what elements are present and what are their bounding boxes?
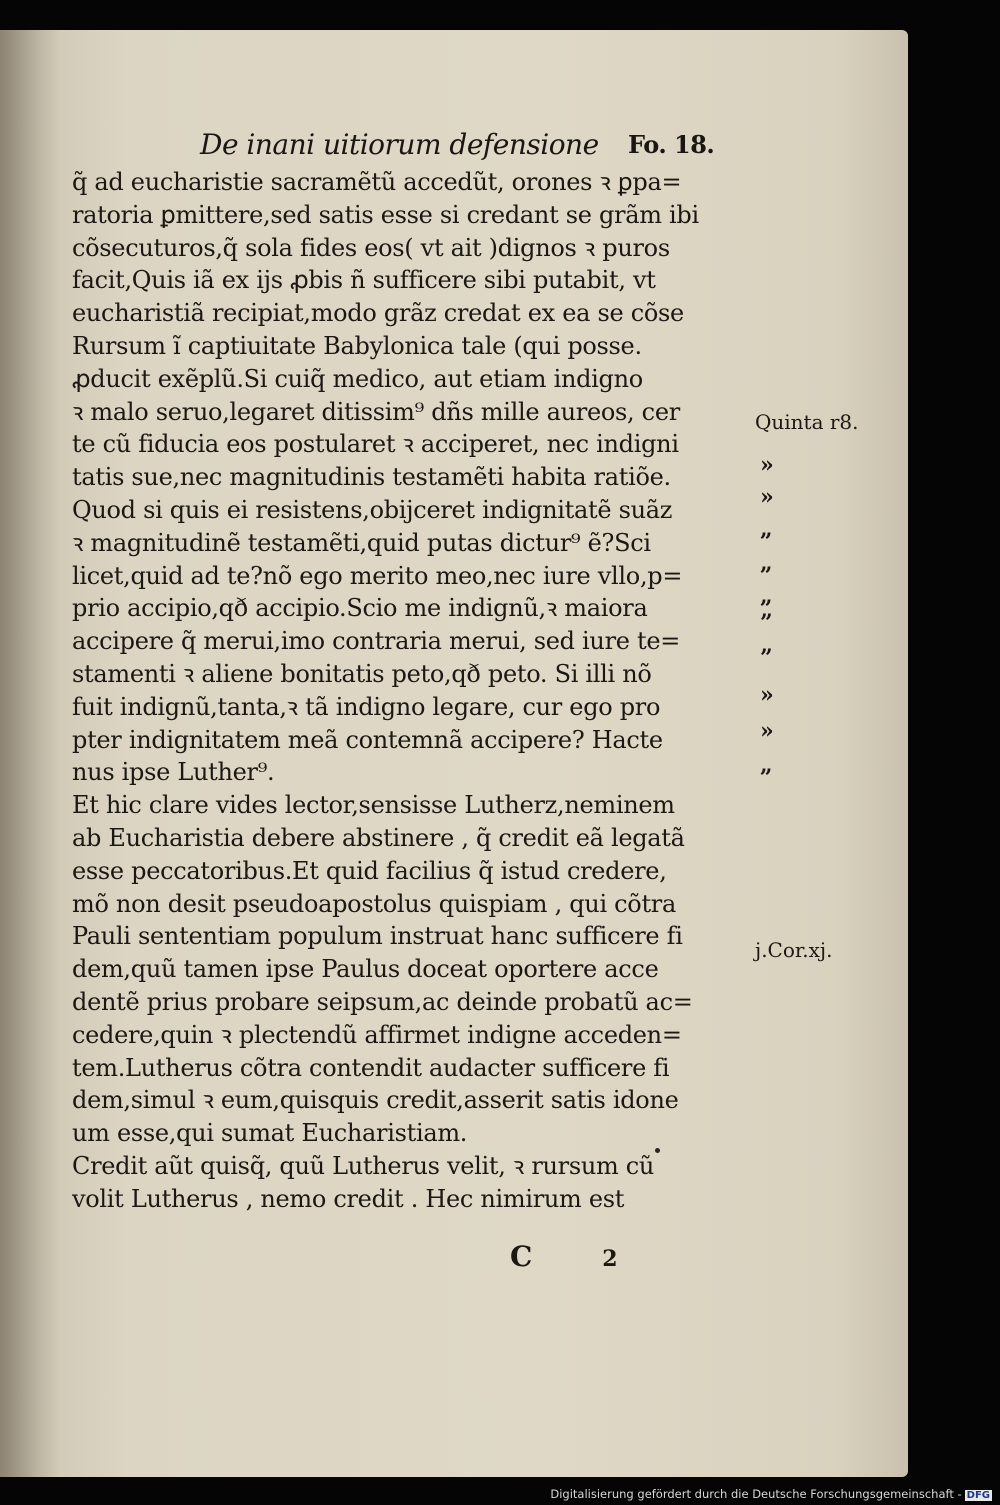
- text-line: te cũ fiducia eos postularet ꝛ acciperet, nec indigni: [72, 430, 679, 459]
- text-line: dem,quũ tamen ipse Paulus doceat oportere acce: [72, 955, 659, 984]
- margin-quote-mark: ”: [760, 645, 773, 671]
- margin-quote-mark: ”: [760, 610, 773, 636]
- text-line: stamenti ꝛ aliene bonitatis peto,qð peto. Si illi nõ: [72, 659, 652, 688]
- text-line: tatis sue,nec magnitudinis testamẽti habita ratiõe.: [72, 463, 671, 492]
- text-line: ꝓducit exẽplũ.Si cuiq̃ medico, aut etiam indigno: [72, 364, 643, 393]
- text-line: Credit aũt quisq̃, quũ Lutherus velit, ꝛ rursum cũ: [72, 1151, 655, 1180]
- text-line: fuit indignũ,tanta,ꝛ tã indigno legare, cur ego pro: [72, 692, 661, 721]
- text-line: Rursum ĩ captiuitate Babylonica tale (qui posse.: [72, 331, 642, 360]
- text-line: Et hic clare vides lector,sensisse Lutherz,neminem: [72, 791, 675, 820]
- text-line: dentẽ prius probare seipsum,ac deinde probatũ ac=: [72, 987, 693, 1016]
- text-line: nus ipse Luther⁹.: [72, 758, 275, 787]
- digitization-credit: [550, 1487, 992, 1501]
- margin-quote-mark: »: [760, 484, 774, 510]
- text-line: licet,quid ad te?nõ ego merito meo,nec iure vllo,p=: [72, 561, 683, 590]
- margin-quote-mark: „: [760, 516, 773, 542]
- text-line: ratoria ꝑmittere,sed satis esse si credant se grãm ibi: [72, 200, 699, 229]
- signature-letter: C: [510, 1240, 533, 1273]
- margin-quote-mark: »: [760, 682, 774, 708]
- gutter-shadow: [0, 30, 60, 1477]
- text-line: pter indignitatem meã contemnã accipere? Hacte: [72, 725, 663, 754]
- text-line: cedere,quin ꝛ plectendũ affirmet indigne acceden=: [72, 1020, 682, 1049]
- body-text: [72, 166, 752, 1216]
- margin-quote-mark: „: [760, 550, 773, 576]
- folio-number: Fo. 18.: [628, 130, 715, 159]
- margin-quote-mark: »: [760, 452, 774, 478]
- running-title: De inani uitiorum defensione: [200, 128, 599, 161]
- margin-quote-mark: „: [760, 752, 773, 778]
- signature-number: 2: [602, 1246, 618, 1272]
- text-line: volit Lutherus , nemo credit . Hec nimirum est: [72, 1184, 625, 1213]
- text-line: prio accipio,qð accipio.Scio me indignũ,ꝛ maiora: [72, 594, 648, 623]
- text-line: cõsecuturos,q̃ sola fides eos( vt ait )dignos ꝛ puros: [72, 233, 670, 262]
- text-line: tem.Lutherus cõtra contendit audacter sufficere fi: [72, 1053, 670, 1082]
- credit-text: Digitalisierung gefördert durch die Deutsche Forschungsgemeinschaft -: [550, 1487, 962, 1501]
- text-line: accipere q̃ merui,imo contraria merui, sed iure te=: [72, 627, 681, 656]
- dfg-logo: DFG: [966, 1490, 990, 1501]
- text-line: um esse,qui sumat Eucharistiam.: [72, 1119, 468, 1148]
- text-line: Pauli sententiam populum instruat hanc sufficere fi: [72, 922, 683, 951]
- text-line: facit,Quis iã ex ijs ꝓbis ñ sufficere sibi putabit, vt: [72, 266, 656, 295]
- text-line: ꝛ magnitudinẽ testamẽti,quid putas dictur⁹ ẽ?Sci: [72, 528, 651, 557]
- text-line: eucharistiã recipiat,modo grãz credat ex ea se cõse: [72, 299, 684, 328]
- margin-quote-mark: »: [760, 718, 774, 744]
- ink-speck: [655, 1148, 660, 1153]
- text-line: ab Eucharistia debere abstinere , q̃ credit eã legatã: [72, 823, 685, 852]
- text-line: q̃ ad eucharistie sacramẽtũ accedũt, orones ꝛ ꝑpa=: [72, 168, 682, 196]
- signature-mark: [510, 1240, 618, 1273]
- margin-note-quinta: Quinta r8.: [755, 410, 859, 434]
- text-line: mõ non desit pseudoapostolus quispiam , qui cõtra: [72, 889, 676, 918]
- text-line: dem,simul ꝛ eum,quisquis credit,asserit satis idone: [72, 1086, 679, 1115]
- margin-note-corinthians: j.Cor.xj.: [755, 938, 833, 962]
- margin-quote-mark: „: [760, 583, 773, 609]
- text-line: Quod si quis ei resistens,obijceret indignitatẽ suãz: [72, 495, 673, 524]
- text-line: esse peccatoribus.Et quid facilius q̃ istud credere,: [72, 856, 667, 885]
- running-header: [200, 128, 760, 168]
- text-line: ꝛ malo seruo,legaret ditissim⁹ dñs mille aureos, cer: [72, 397, 680, 426]
